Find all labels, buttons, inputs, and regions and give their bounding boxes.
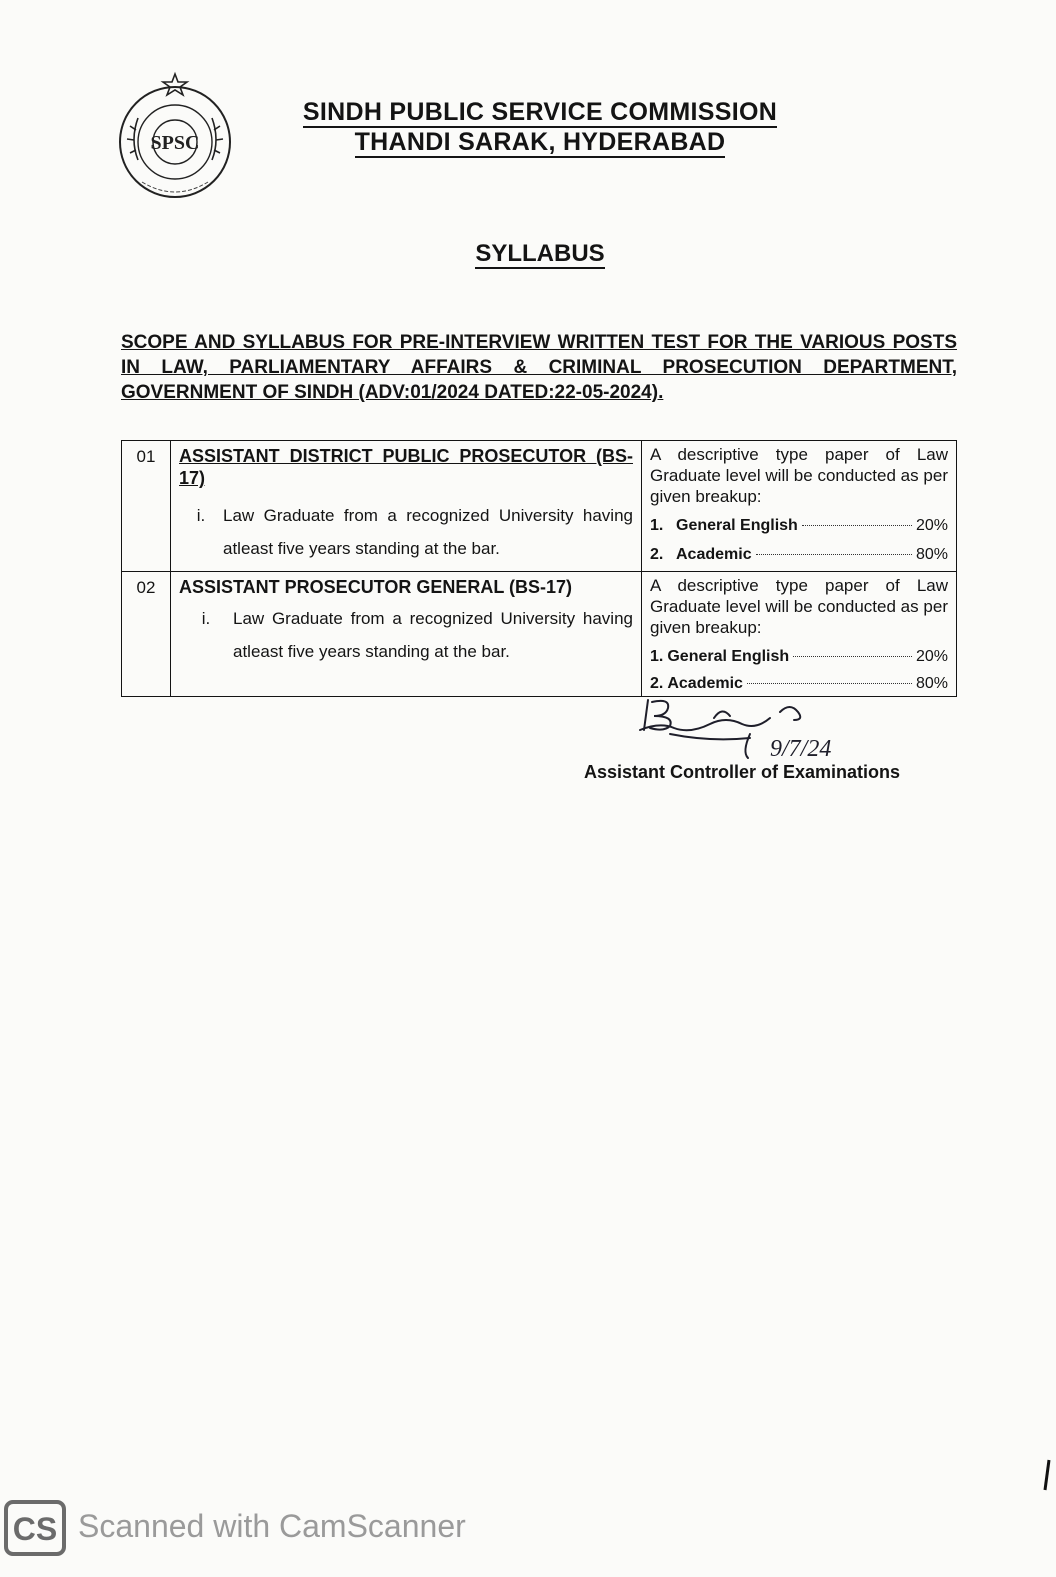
breakup-number: 2. [650, 546, 664, 563]
breakup-label: Academic [667, 675, 743, 692]
breakup-percent: 20% [915, 517, 948, 534]
row-number: 01 [122, 441, 171, 572]
qualification [179, 602, 633, 668]
dot-leader [802, 525, 912, 526]
table-row [122, 572, 957, 697]
spsc-logo [112, 70, 238, 202]
exam-description: A descriptive type paper of Law Graduate level will be conducted as per given breakup: [650, 445, 948, 506]
camscanner-logo [4, 1500, 66, 1556]
breakup-percent: 80% [915, 675, 948, 692]
post-cell [171, 441, 642, 572]
breakup-item [650, 515, 948, 536]
qualification-numeral: i. [201, 609, 211, 628]
svg-text:SPSC: SPSC [150, 132, 200, 154]
breakup-item [650, 646, 948, 667]
breakup-percent: 20% [915, 648, 948, 665]
dot-leader [793, 656, 912, 657]
svg-text:CS: CS [12, 1511, 58, 1547]
breakup-number: 1. [650, 648, 664, 665]
page-title: SYLLABUS [475, 240, 605, 267]
org-name: SINDH PUBLIC SERVICE COMMISSION [302, 98, 778, 126]
breakup-item [650, 544, 948, 565]
exam-cell [642, 441, 957, 572]
camscanner-watermark: Scanned with CamScanner [78, 1508, 466, 1544]
org-address: THANDI SARAK, HYDERABAD [354, 128, 726, 156]
post-title: ASSISTANT DISTRICT PUBLIC PROSECUTOR (BS-17) [179, 446, 633, 488]
qualification-numeral: i. [196, 506, 206, 525]
syllabus-table [121, 440, 957, 697]
dot-leader [756, 554, 912, 555]
scan-edge-mark [1042, 1458, 1052, 1492]
breakup-number: 1. [650, 517, 664, 534]
exam-description: A descriptive type paper of Law Graduate level will be conducted as per given breakup: [650, 576, 948, 637]
svg-text:9/7/24: 9/7/24 [770, 736, 832, 762]
breakup-percent: 80% [915, 546, 948, 563]
breakup-item [650, 673, 948, 694]
qualification [179, 499, 633, 565]
breakup-label: General English [676, 517, 798, 534]
breakup-label: General English [667, 648, 790, 665]
handwritten-signature [630, 694, 860, 770]
post-title: ASSISTANT PROSECUTOR GENERAL (BS-17) [179, 577, 573, 597]
dot-leader [747, 683, 912, 684]
breakup-number: 2. [650, 675, 664, 692]
qualification-text: Law Graduate from a recognized University having atleast five years standing at the bar. [223, 506, 633, 558]
scope-heading: SCOPE AND SYLLABUS FOR PRE-INTERVIEW WRITTEN TEST FOR THE VARIOUS POSTS IN LAW, PARLIAMENTARY AFFAIRS & CRIMINAL PROSECUTION DEPARTMENT, GOVERNMENT OF SINDH (ADV:01/2024 DATED:22-05-2024). [121, 332, 957, 403]
breakup-label: Academic [676, 546, 752, 563]
table-row [122, 441, 957, 572]
exam-cell [642, 572, 957, 697]
post-cell [171, 572, 642, 697]
qualification-text: Law Graduate from a recognized University having atleast five years standing at the bar. [233, 609, 633, 661]
signer-title: Assistant Controller of Examinations [584, 762, 901, 782]
row-number: 02 [122, 572, 171, 697]
